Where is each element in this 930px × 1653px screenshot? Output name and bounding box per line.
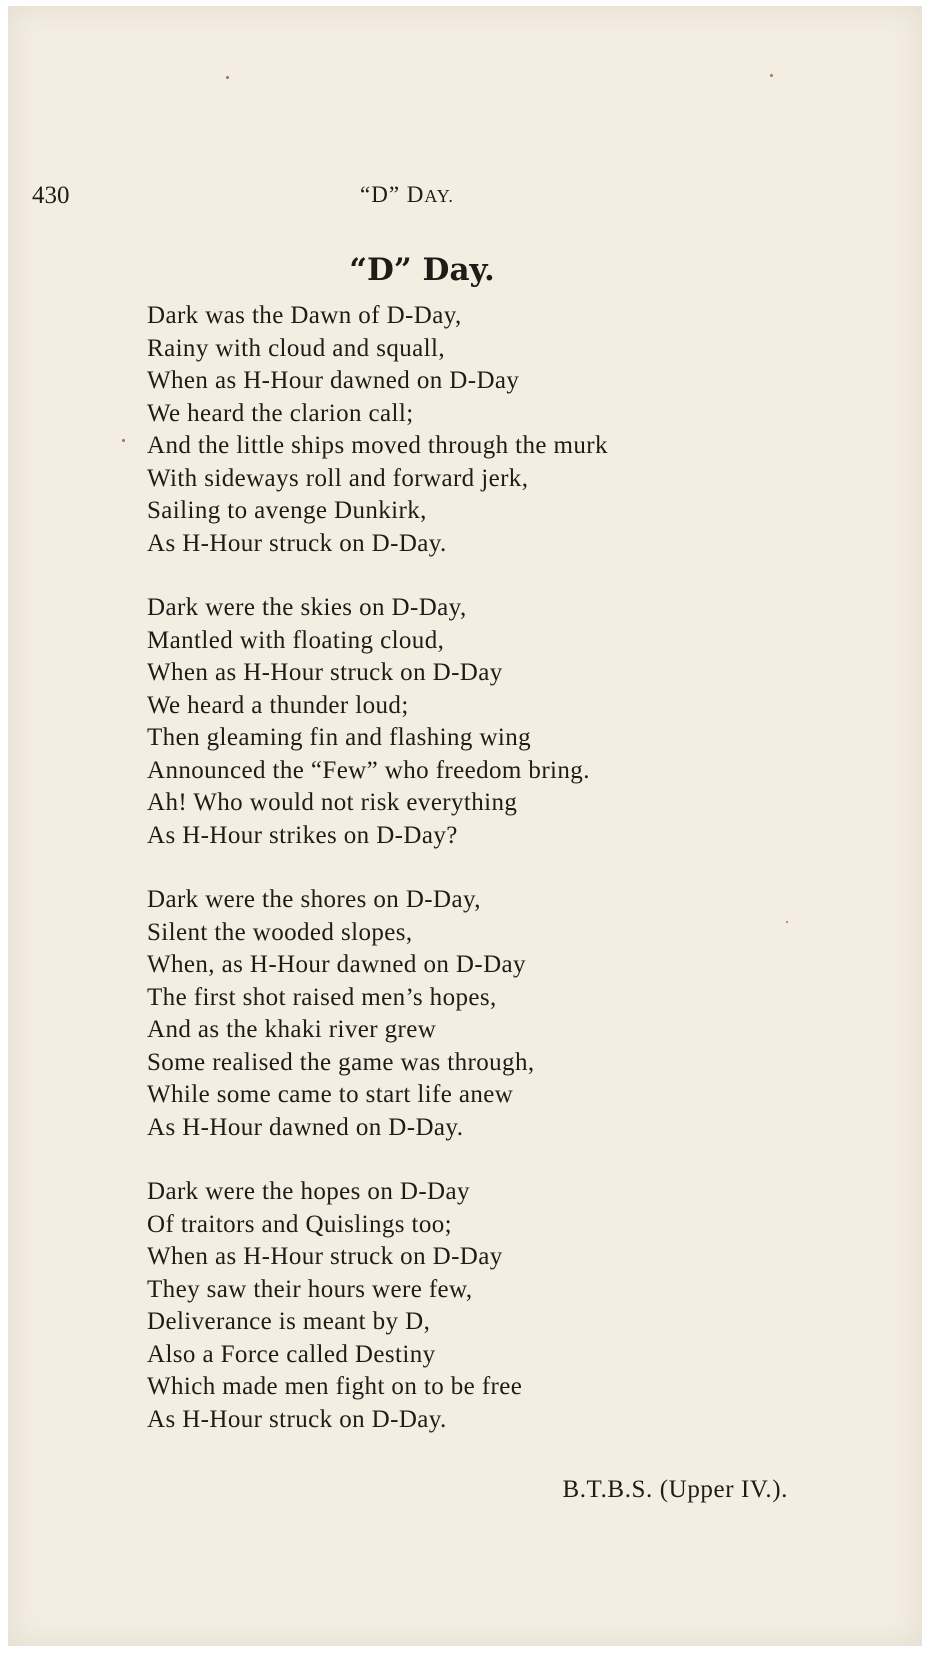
poem-line: Silent the wooded slopes, [147,918,413,946]
poem-line: Sailing to avenge Dunkirk, [147,497,427,524]
poem-line: When as H-Hour struck on D-Day [147,1243,503,1270]
poem-line: While some came to start life anew [147,1081,514,1108]
poem-line: As H-Hour struck on D-Day. [147,529,447,557]
stanza [147,592,608,852]
paper-speck [770,74,773,77]
poem-line: And as the khaki river grew [147,1016,437,1043]
poem-line: Also a Force called Destiny [147,1340,436,1368]
poem-line: As H-Hour struck on D-Day. [147,1405,447,1433]
poem-line: Rainy with cloud and squall, [147,334,445,362]
poem-line: When as H-Hour dawned on D-Day [147,367,520,394]
paper-speck [122,439,125,442]
poem-line: We heard the clarion call; [147,399,414,427]
running-head-text: “D” D [360,182,425,207]
poem-line: Some realised the game was through, [147,1048,535,1076]
poem-title: “D” Day. [349,252,495,288]
poem-line: And the little ships moved through the murk [147,432,608,459]
poem-line: Dark were the skies on D-Day, [147,594,467,621]
poem-line: As H-Hour dawned on D-Day. [147,1113,464,1141]
poem-line: Announced the “Few” who freedom bring. [147,756,590,784]
running-head-smallcaps: AY. [424,186,454,206]
poem-line: Then gleaming fin and flashing wing [147,724,532,751]
poem-line: As H-Hour strikes on D-Day? [147,821,458,849]
paper-speck [786,921,788,923]
poem-line: Dark was the Dawn of D-Day, [147,302,462,329]
poem-line: Dark were the shores on D-Day, [147,886,481,913]
poem-line: When as H-Hour struck on D-Day [147,659,503,686]
page-number: 430 [32,182,70,209]
poem-body [147,300,608,1468]
paper-speck [226,76,229,79]
poem-line: The first shot raised men’s hopes, [147,983,497,1011]
stanza [147,300,608,560]
poem-line: Ah! Who would not risk everything [147,789,518,816]
stanza [147,1176,608,1436]
poem-line: Of traitors and Quislings too; [147,1210,453,1238]
book-page [8,6,922,1646]
poem-attribution: B.T.B.S. (Upper IV.). [562,1476,788,1503]
poem-line: Mantled with floating cloud, [147,626,445,654]
stanza [147,884,608,1144]
poem-line: With sideways roll and forward jerk, [147,464,529,492]
poem-line: Which made men fight on to be free [147,1373,523,1400]
poem-line: Deliverance is meant by D, [147,1308,431,1335]
poem-line: We heard a thunder loud; [147,691,409,719]
running-head [360,182,454,208]
poem-line: They saw their hours were few, [147,1275,473,1303]
poem-line: Dark were the hopes on D-Day [147,1178,470,1205]
poem-line: When, as H-Hour dawned on D-Day [147,951,526,978]
